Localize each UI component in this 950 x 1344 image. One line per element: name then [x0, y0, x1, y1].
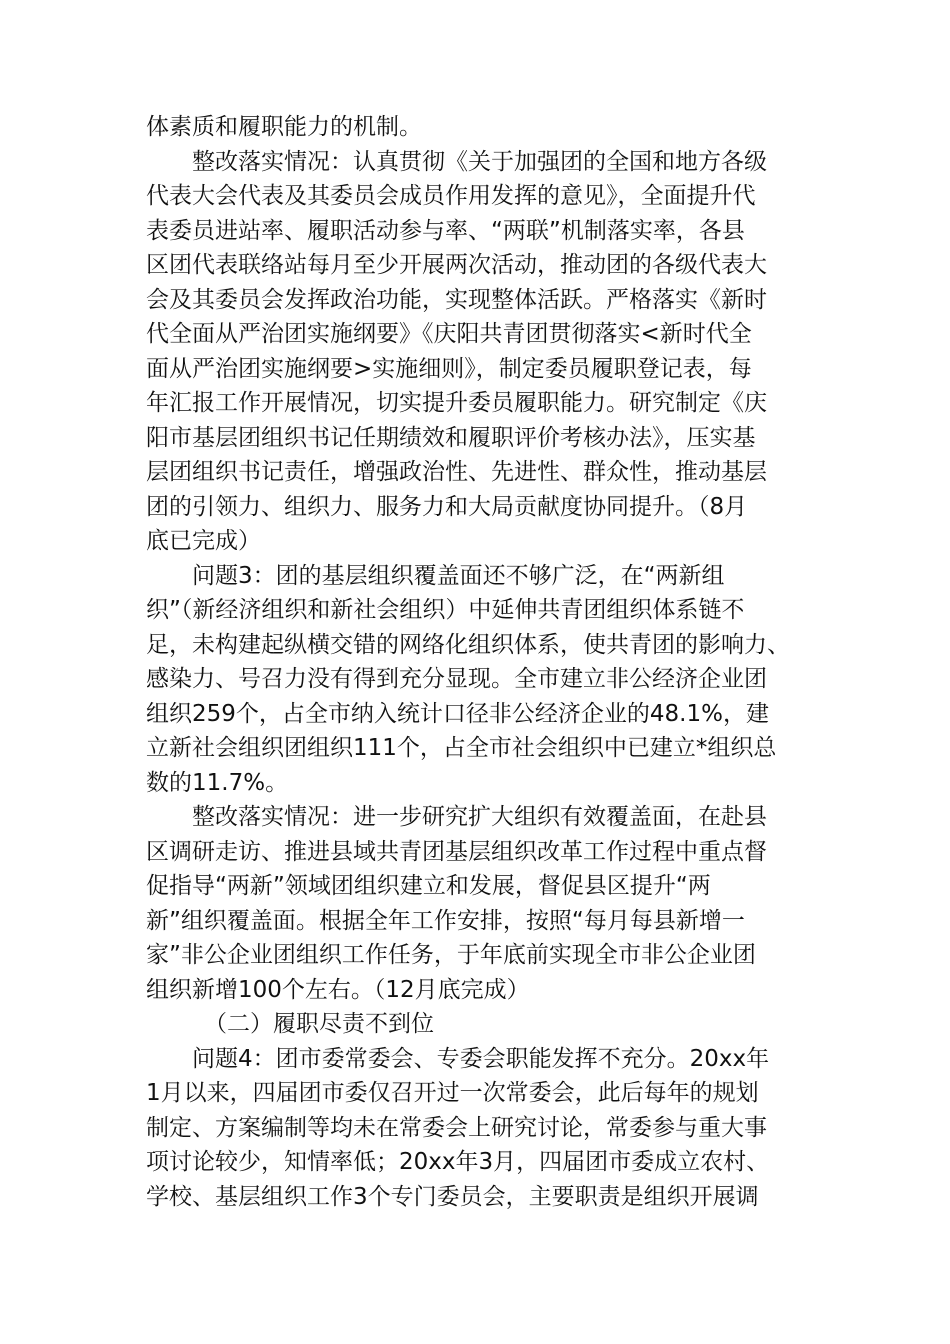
document-line: 区调研走访、推进县域共青团基层组织改革工作过程中重点督 — [146, 838, 767, 865]
document-line: 新”组织覆盖面。根据全年工作安排，按照“每月每县新增一 — [146, 907, 745, 934]
document-line: 立新社会组织团组织111个，占全市社会组织中已建立*组织总 — [146, 735, 777, 761]
document-line: 织”（新经济组织和新社会组织）中延伸共青团组织体系链不 — [146, 597, 745, 623]
document-line: 区团代表联络站每月至少开展两次活动，推动团的各级代表大 — [146, 252, 767, 278]
document-line: 整改落实情况：进一步研究扩大组织有效覆盖面，在赴县 — [192, 804, 767, 830]
document-line: 学校、基层组织工作3个专门委员会，主要职责是组织开展调 — [146, 1183, 759, 1210]
document-line: 会及其委员会发挥政治功能，实现整体活跃。严格落实《新时 — [146, 286, 767, 313]
document-body — [146, 110, 810, 1214]
document-line: 1月以来，四届团市委仅召开过一次常委会，此后每年的规划 — [146, 1080, 759, 1106]
document-line: 表委员进站率、履职活动参与率、“两联”机制落实率，各县 — [146, 217, 745, 244]
document-line: 层团组织书记责任，增强政治性、先进性、群众性，推动基层 — [146, 459, 767, 485]
document-line: 面从严治团实施纲要>实施细则》，制定委员履职登记表，每 — [146, 355, 752, 382]
document-line: 促指导“两新”领域团组织建立和发展，督促县区提升“两 — [146, 873, 711, 899]
document-line: 制定、方案编制等均未在常委会上研究讨论，常委参与重大事 — [146, 1114, 767, 1141]
document-line: 体素质和履职能力的机制。 — [146, 114, 422, 140]
document-line: 整改落实情况：认真贯彻《关于加强团的全国和地方各级 — [192, 148, 767, 175]
document-line: 组织259个，占全市纳入统计口径非公经济企业的48.1%，建 — [146, 700, 769, 727]
document-line: 项讨论较少，知情率低；20xx年3月，四届团市委成立农村、 — [146, 1149, 770, 1175]
document-line: 组织新增100个左右。（12月底完成） — [146, 976, 530, 1003]
document-line: 底已完成） — [146, 528, 261, 554]
document-line: 团的引领力、组织力、服务力和大局贡献度协同提升。（8月 — [146, 493, 748, 520]
document-line: （二）履职尽责不到位 — [204, 1011, 434, 1037]
document-line: 年汇报工作开展情况，切实提升委员履职能力。研究制定《庆 — [146, 390, 767, 416]
document-line: 感染力、号召力没有得到充分显现。全市建立非公经济企业团 — [146, 666, 767, 692]
document-line: 问题4：团市委常委会、专委会职能发挥不充分。20xx年 — [192, 1045, 770, 1072]
document-line: 阳市基层团组织书记任期绩效和履职评价考核办法》，压实基 — [146, 424, 756, 451]
document-line: 问题3：团的基层组织覆盖面还不够广泛，在“两新组 — [192, 562, 725, 589]
document-line: 家”非公企业团组织工作任务，于年底前实现全市非公企业团 — [146, 942, 756, 968]
document-line: 足，未构建起纵横交错的网络化组织体系，使共青团的影响力、 — [146, 631, 790, 658]
document-line: 数的11.7%。 — [146, 769, 289, 796]
document-line: 代表大会代表及其委员会成员作用发挥的意见》，全面提升代 — [146, 183, 756, 209]
document-line: 代全面从严治团实施纲要》《庆阳共青团贯彻落实<新时代全 — [146, 321, 752, 347]
